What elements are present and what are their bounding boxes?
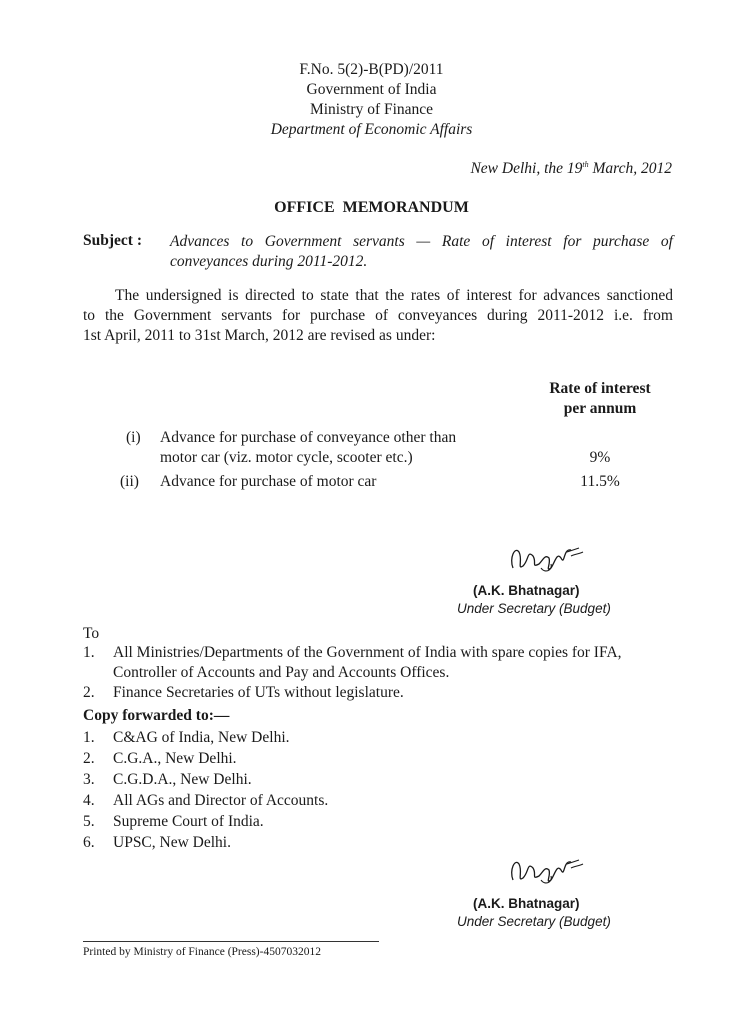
item-number: 2. [83, 684, 95, 701]
row-description [160, 428, 456, 468]
copy-label: Copy forwarded to:— [83, 707, 230, 724]
list-item [83, 683, 683, 703]
item-text-continued: Controller of Accounts and Pay and Accounts Offices. [113, 664, 450, 681]
item-text: C&AG of India, New Delhi. [113, 729, 290, 746]
signatory-designation: Under Secretary (Budget) [457, 914, 611, 929]
footer-divider [83, 941, 379, 942]
item-number: 1. [83, 644, 95, 661]
signatory-name: (A.K. Bhatnagar) [473, 583, 580, 598]
place-date-day-suffix: th [582, 160, 589, 169]
department-name: Department of Economic Affairs [270, 121, 473, 138]
government-name: Government of India [306, 81, 437, 98]
list-item [83, 749, 683, 769]
item-text: All AGs and Director of Accounts. [113, 792, 329, 809]
table-row [120, 472, 139, 492]
signatory-name: (A.K. Bhatnagar) [473, 896, 580, 911]
ministry-name: Ministry of Finance [309, 101, 434, 118]
item-number: 6. [83, 834, 95, 851]
body-paragraph [83, 286, 673, 346]
place-date-prefix: New Delhi, the 19 [470, 160, 583, 177]
item-text: Finance Secretaries of UTs without legislature. [113, 684, 404, 701]
list-item [83, 643, 683, 663]
rate-column-header [540, 379, 660, 419]
to-list [83, 643, 683, 703]
place-date [470, 160, 672, 178]
item-text: C.G.D.A., New Delhi. [113, 771, 252, 788]
body-line-3: 1st April, 2011 to 31st March, 2012 are revised as under: [83, 327, 436, 344]
subject-line-1: Advances to Government servants — Rate of interest for purchase of [170, 233, 673, 250]
row-description-line-2: motor car (viz. motor cycle, scooter etc.) [160, 449, 413, 466]
item-text: All Ministries/Departments of the Government of India with spare copies for IFA, [113, 644, 622, 661]
signatory-designation: Under Secretary (Budget) [457, 601, 611, 616]
copy-list [83, 728, 683, 853]
to-label: To [83, 625, 100, 642]
list-item [83, 770, 683, 790]
signature-image [505, 850, 595, 890]
rate-header-line-2: per annum [563, 400, 637, 417]
body-line-2: to the Government servants for purchase of conveyances during 2011-2012 i.e. from [83, 307, 673, 324]
document-header [0, 60, 743, 140]
item-number: 3. [83, 771, 95, 788]
item-number: 1. [83, 729, 95, 746]
row-number: (ii) [120, 473, 139, 490]
subject-text [170, 232, 673, 272]
list-item [83, 728, 683, 748]
place-date-suffix: March, 2012 [588, 160, 672, 177]
subject-label: Subject : [83, 232, 142, 249]
item-number: 2. [83, 750, 95, 767]
item-text: C.G.A., New Delhi. [113, 750, 237, 767]
file-number: F.No. 5(2)-B(PD)/2011 [299, 61, 444, 78]
row-rate: 9% [589, 449, 611, 466]
row-description: Advance for purchase of motor car [160, 473, 377, 490]
item-text: Supreme Court of India. [113, 813, 264, 830]
rate-header-line-1: Rate of interest [549, 380, 651, 397]
body-line-1: The undersigned is directed to state that the rates of interest for advances sanctioned [115, 287, 673, 304]
subject-line-2: conveyances during 2011-2012. [170, 253, 368, 270]
printer-imprint: Printed by Ministry of Finance (Press)-4507032012 [83, 946, 321, 958]
row-rate: 11.5% [580, 473, 620, 490]
item-text: UPSC, New Delhi. [113, 834, 231, 851]
item-number: 5. [83, 813, 95, 830]
table-row [126, 428, 141, 448]
row-description-line-1: Advance for purchase of conveyance other than [160, 429, 457, 446]
signature-image [505, 538, 595, 578]
row-number: (i) [126, 429, 141, 446]
item-number: 4. [83, 792, 95, 809]
list-item [83, 812, 683, 832]
memo-title: OFFICE MEMORANDUM [274, 199, 469, 216]
list-item [83, 791, 683, 811]
